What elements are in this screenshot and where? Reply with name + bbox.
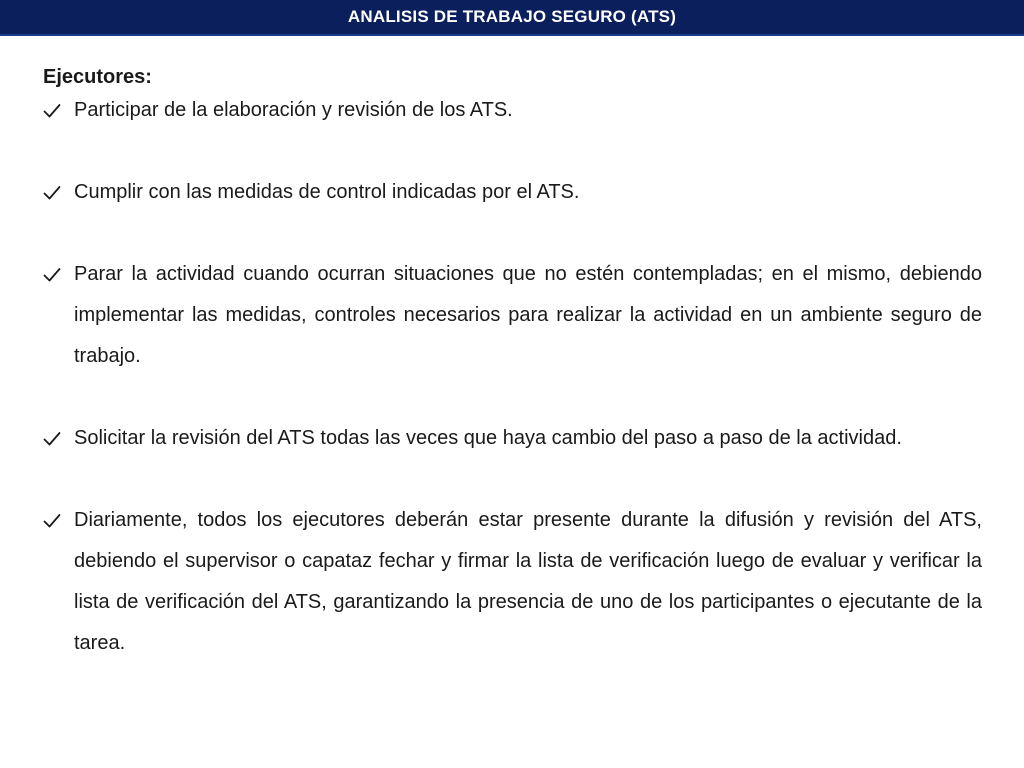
list-item-text: Participar de la elaboración y revisión de los ATS.: [74, 99, 513, 121]
section-heading: Ejecutores:: [43, 66, 152, 88]
list-item: [43, 418, 982, 459]
content-area: [43, 62, 982, 664]
check-icon: [43, 90, 63, 131]
check-icon: [43, 172, 63, 213]
list-item: [43, 500, 982, 664]
check-icon: [43, 500, 63, 541]
list-item-text: Diariamente, todos los ejecutores deberán estar presente durante la difusión y revisión del ATS, debiendo el supervisor o capataz fechar y firmar la lista de verificación luego de evaluar y verificar la lista de verificación del ATS, garantizando la presencia de uno de los participantes o ejecutante de la tarea.: [74, 509, 982, 654]
list-item: [43, 90, 982, 131]
list-item-text: Parar la actividad cuando ocurran situaciones que no estén contempladas; en el mismo, debiendo implementar las medidas, controles necesarios para realizar la actividad en un ambiente seguro de trabajo.: [74, 263, 982, 367]
check-icon: [43, 254, 63, 295]
title-bar: [0, 0, 1024, 36]
list-item: [43, 172, 982, 213]
check-icon: [43, 418, 63, 459]
list-item-text: Solicitar la revisión del ATS todas las veces que haya cambio del paso a paso de la actividad.: [74, 427, 902, 449]
list-item-text: Cumplir con las medidas de control indicadas por el ATS.: [74, 181, 580, 203]
list-item: [43, 254, 982, 377]
page-title: ANALISIS DE TRABAJO SEGURO (ATS): [347, 7, 677, 26]
bullet-list: [43, 90, 982, 664]
